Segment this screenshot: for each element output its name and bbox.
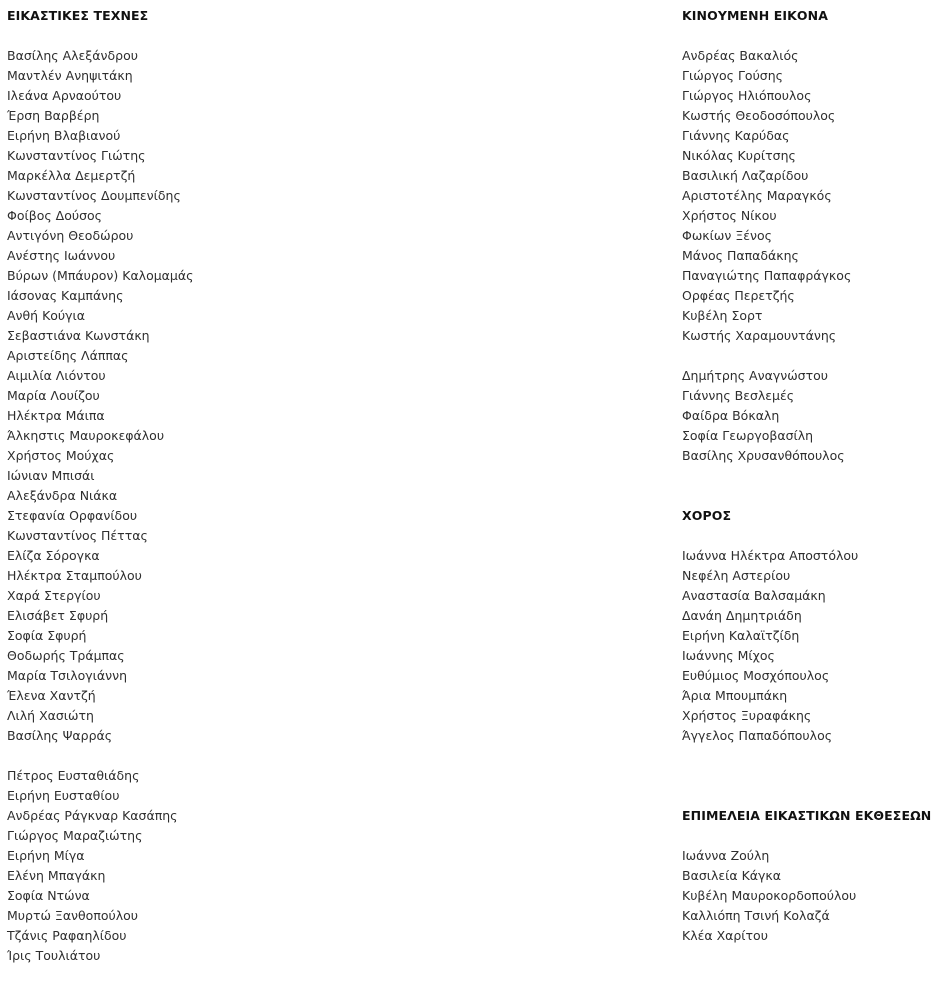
list-item: Μάνος Παπαδάκης [682,248,799,263]
list-item: Χρήστος Νίκου [682,208,777,223]
list-item: Αιμιλία Λιόντου [7,368,106,383]
list-item: Νικόλας Κυρίτσης [682,148,796,163]
visual-arts-list-2 [7,766,177,966]
list-item: Μαρία Τσιλογιάννη [7,668,127,683]
curation-list [682,846,856,946]
list-item: Φοίβος Δούσος [7,208,102,223]
list-item: Νεφέλη Αστερίου [682,568,791,583]
list-item: Μαρία Λουίζου [7,388,100,403]
list-item: Φαίδρα Βόκαλη [682,408,780,423]
list-item: Γιάννης Βεσλεμές [682,388,795,403]
list-item: Έλενα Χαντζή [7,688,96,703]
list-item: Κωνσταντίνος Γιώτης [7,148,146,163]
list-item: Ίρις Τουλιάτου [7,948,101,963]
list-item: Άλκηστις Μαυροκεφάλου [7,428,165,443]
list-item: Έρση Βαρβέρη [7,108,100,123]
list-item: Γιώργος Ηλιόπουλος [682,88,812,103]
list-item: Ιωάννα Ηλέκτρα Αποστόλου [682,548,859,563]
list-item: Βασίλης Αλεξάνδρου [7,48,138,63]
list-item: Ανθή Κούγια [7,308,86,323]
list-item: Ελίζα Σόρογκα [7,548,100,563]
list-item: Μαντλέν Ανηψιτάκη [7,68,133,83]
list-item: Βασιλική Λαζαρίδου [682,168,809,183]
list-item: Λιλή Χασιώτη [7,708,94,723]
list-item: Ιωάννα Ζούλη [682,848,770,863]
list-item: Γιώργος Μαραζιώτης [7,828,143,843]
list-item: Σοφία Γεωργοβασίλη [682,428,814,443]
list-item: Μυρτώ Ξανθοπούλου [7,908,139,923]
list-item: Δημήτρης Αναγνώστου [682,368,828,383]
list-item: Βύρων (Μπάυρον) Καλομαμάς [7,268,194,283]
list-item: Ελισάβετ Σφυρή [7,608,109,623]
list-item: Γιώργος Γούσης [682,68,783,83]
list-item: Φωκίων Ξένος [682,228,772,243]
list-item: Ειρήνη Ευσταθίου [7,788,120,803]
list-item: Ορφέας Περετζής [682,288,795,303]
list-item: Αριστοτέλης Μαραγκός [682,188,832,203]
list-item: Κωστής Θεοδοσόπουλος [682,108,836,123]
list-item: Ειρήνη Βλαβιανού [7,128,121,143]
list-item: Αναστασία Βαλσαμάκη [682,588,826,603]
list-item: Αλεξάνδρα Νιάκα [7,488,118,503]
list-item: Ευθύμιος Μοσχόπουλος [682,668,830,683]
section-title-curation: ΕΠΙΜΕΛΕΙΑ ΕΙΚΑΣΤΙΚΩΝ ΕΚΘΕΣΕΩΝ [682,808,932,823]
list-item: Ανδρέας Βακαλιός [682,48,799,63]
list-item: Άγγελος Παπαδόπουλος [682,728,833,743]
section-title-moving-image: ΚΙΝΟΥΜΕΝΗ ΕΙΚΟΝΑ [682,8,828,23]
list-item: Κυβέλη Μαυροκορδοπούλου [682,888,857,903]
list-item: Σοφία Ντώνα [7,888,90,903]
list-item: Τζάνις Ραφαηλίδου [7,928,127,943]
list-item: Ανδρέας Ράγκναρ Κασάπης [7,808,178,823]
section-title-dance: ΧΟΡΟΣ [682,508,732,523]
list-item: Πέτρος Ευσταθιάδης [7,768,140,783]
list-item: Αντιγόνη Θεοδώρου [7,228,134,243]
list-item: Κωνσταντίνος Πέττας [7,528,148,543]
list-item: Βασιλεία Κάγκα [682,868,782,883]
list-item: Βασίλης Ψαρράς [7,728,113,743]
list-item: Στεφανία Ορφανίδου [7,508,138,523]
list-item: Κυβέλη Σορτ [682,308,763,323]
list-item: Δανάη Δημητριάδη [682,608,802,623]
list-item: Κλέα Χαρίτου [682,928,768,943]
moving-image-list-2 [682,366,845,466]
visual-arts-list-1 [7,46,193,746]
list-item: Ανέστης Ιωάννου [7,248,116,263]
list-item: Ηλέκτρα Σταμπούλου [7,568,142,583]
list-item: Ιλεάνα Αρναούτου [7,88,122,103]
list-item: Παναγιώτης Παπαφράγκος [682,268,852,283]
section-title-visual-arts: ΕΙΚΑΣΤΙΚΕΣ ΤΕΧΝΕΣ [7,8,149,23]
list-item: Βασίλης Χρυσανθόπουλος [682,448,845,463]
list-item: Κωστής Χαραμουντάνης [682,328,837,343]
list-item: Ειρήνη Καλαϊτζίδη [682,628,800,643]
list-item: Χρήστος Μούχας [7,448,115,463]
list-item: Χρήστος Ξυραφάκης [682,708,812,723]
dance-list [682,546,858,746]
list-item: Ηλέκτρα Μάιπα [7,408,105,423]
list-item: Άρια Μπουμπάκη [682,688,788,703]
list-item: Ιώνιαν Μπισάι [7,468,95,483]
list-item: Καλλιόπη Τσινή Κολαζά [682,908,830,923]
list-item: Αριστείδης Λάππας [7,348,129,363]
list-item: Θοδωρής Τράμπας [7,648,125,663]
list-item: Ιωάννης Μίχος [682,648,775,663]
list-item: Γιάννης Καρύδας [682,128,790,143]
list-item: Σεβαστιάνα Κωνστάκη [7,328,150,343]
list-item: Ελένη Μπαγάκη [7,868,106,883]
list-item: Ειρήνη Μίγα [7,848,85,863]
list-item: Σοφία Σφυρή [7,628,87,643]
list-item: Ιάσονας Καμπάνης [7,288,124,303]
list-item: Κωνσταντίνος Δουμπενίδης [7,188,181,203]
moving-image-list-1 [682,46,851,346]
list-item: Μαρκέλλα Δεμερτζή [7,168,136,183]
list-item: Χαρά Στεργίου [7,588,101,603]
